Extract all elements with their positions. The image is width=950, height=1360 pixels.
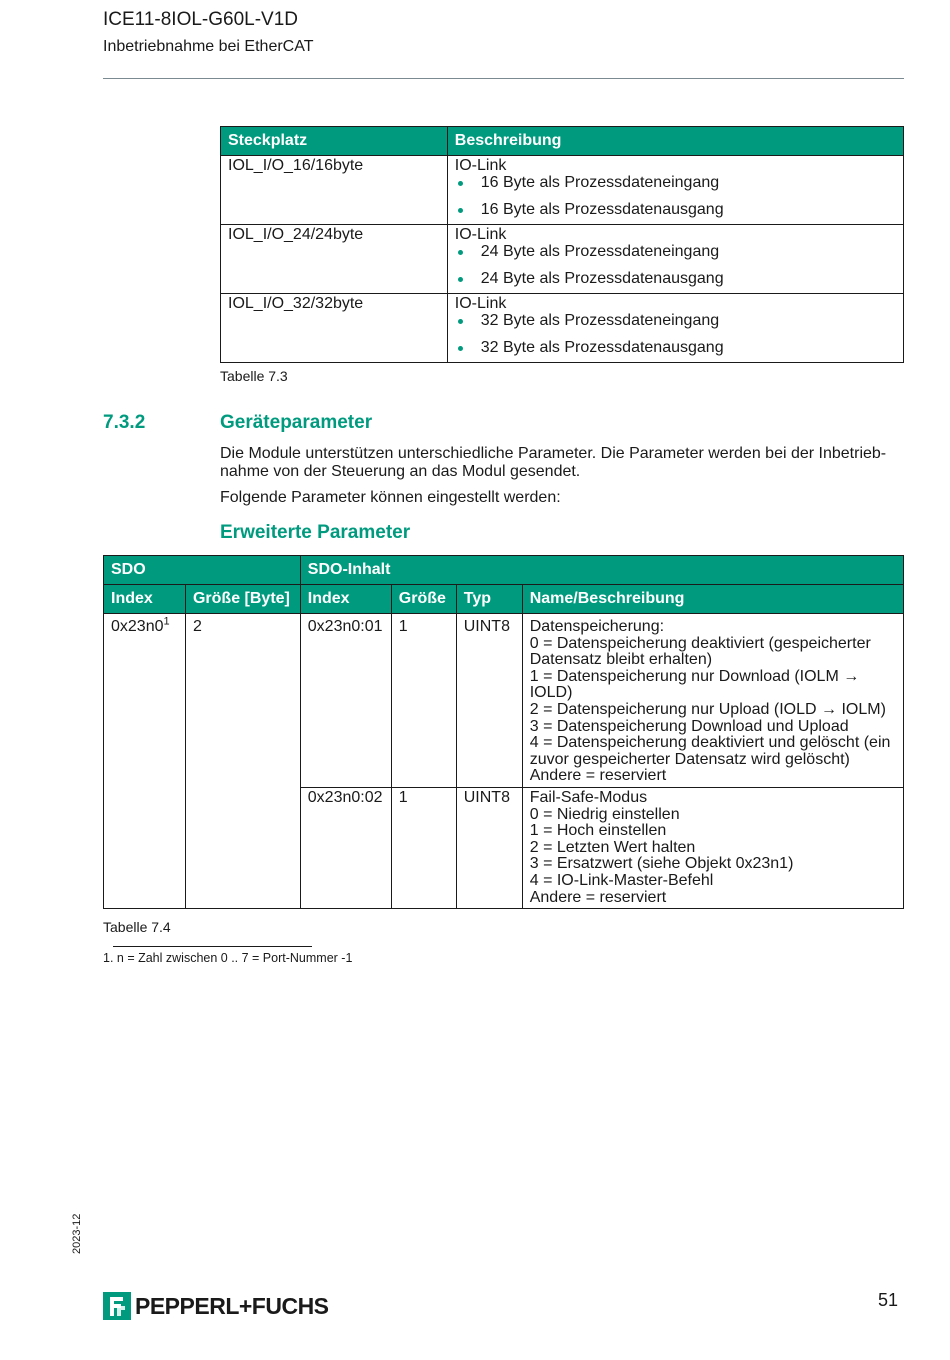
table-row xyxy=(104,614,904,788)
publication-date: 2023-12 xyxy=(71,1213,83,1254)
list-item xyxy=(455,175,896,192)
column-header-subindex: Index xyxy=(300,585,391,614)
intro-paragraph xyxy=(220,445,904,481)
list-item-text: 32 Byte als Prozessdatenausgang xyxy=(480,338,724,356)
sdo-size: 2 xyxy=(185,614,300,909)
slot-description xyxy=(447,156,903,225)
description-line: Fail-Safe-Modus xyxy=(529,788,648,806)
description-line: 2 = Datenspeicherung nur Upload (IOLD → IOLM) xyxy=(529,700,886,718)
slot-name: IOL_I/O_32/32byte xyxy=(221,294,448,363)
bullet-list xyxy=(455,244,896,288)
description-line: IOLD) xyxy=(529,684,573,702)
paragraph-line: Die Module unterstützen unterschiedliche Parameter. Die Parameter werden bei der Inbetrieb- xyxy=(220,445,887,462)
list-item xyxy=(455,202,896,219)
type: UINT8 xyxy=(456,614,522,788)
slot-description xyxy=(447,225,903,294)
pepperl-fuchs-logo-icon xyxy=(103,1292,131,1320)
description-head: IO-Link xyxy=(454,226,507,243)
slot-description xyxy=(447,294,903,363)
bullet-icon xyxy=(458,346,463,351)
table-caption: Tabelle 7.4 xyxy=(103,919,171,935)
subheading: Erweiterte Parameter xyxy=(220,522,411,543)
list-item-text: 16 Byte als Prozessdatenausgang xyxy=(480,200,724,218)
column-header-description: Name/Beschreibung xyxy=(522,585,903,614)
sdo-index: 0x23n0 xyxy=(111,618,164,635)
paragraph: Folgende Parameter können eingestellt werden: xyxy=(220,489,561,506)
list-item-text: 24 Byte als Prozessdateneingang xyxy=(480,242,720,260)
page-number: 51 xyxy=(878,1290,899,1310)
brand-logo xyxy=(103,1292,329,1320)
description-head: IO-Link xyxy=(454,157,507,174)
type: UINT8 xyxy=(456,787,522,908)
group-header-sdo: SDO xyxy=(104,556,301,585)
bullet-list xyxy=(455,175,896,219)
slot-table xyxy=(220,126,904,363)
description-line: 3 = Datenspeicherung Download und Upload xyxy=(529,717,849,735)
description-line: 0 = Niedrig einstellen xyxy=(529,805,680,823)
description-line: 4 = Datenspeicherung deaktiviert und gelöscht (ein xyxy=(529,734,891,752)
brand-name: PEPPERL+FUCHS xyxy=(135,1292,329,1319)
description-line: 4 = IO-Link-Master-Befehl xyxy=(529,871,714,889)
table-row xyxy=(221,294,904,363)
parameter-table xyxy=(103,555,904,909)
subindex: 0x23n0:02 xyxy=(300,787,391,908)
list-item xyxy=(455,244,896,261)
group-header-row xyxy=(104,556,904,585)
description-line: Datensatz bleibt erhalten) xyxy=(529,651,713,669)
bullet-icon xyxy=(458,208,463,213)
table-row xyxy=(221,156,904,225)
section-title: Geräteparameter xyxy=(220,412,373,433)
list-item xyxy=(455,340,896,357)
slot-name: IOL_I/O_24/24byte xyxy=(221,225,448,294)
footnote-divider xyxy=(113,946,312,947)
group-header-sdo-inhalt: SDO-Inhalt xyxy=(300,556,903,585)
description-line: 1 = Hoch einstellen xyxy=(529,822,667,840)
bullet-icon xyxy=(458,250,463,255)
header-divider xyxy=(103,78,904,79)
bullet-list xyxy=(455,313,896,357)
description-line: zuvor gespeicherter Datensatz wird gelöscht) xyxy=(529,750,850,768)
description-line: 0 = Datenspeicherung deaktiviert (gespeicherter xyxy=(529,634,871,652)
size: 1 xyxy=(391,614,456,788)
subindex: 0x23n0:01 xyxy=(300,614,391,788)
bullet-icon xyxy=(458,277,463,282)
column-header-row xyxy=(104,585,904,614)
slot-table-header xyxy=(221,127,904,156)
description-line: Datenspeicherung: xyxy=(529,618,665,635)
description-line: Andere = reserviert xyxy=(529,767,667,785)
sdo-index-cell xyxy=(104,614,186,909)
list-item-text: 16 Byte als Prozessdateneingang xyxy=(480,173,720,191)
document-title: ICE11-8IOL-G60L-V1D xyxy=(103,9,299,30)
table-row xyxy=(221,225,904,294)
column-header-size: Größe xyxy=(391,585,456,614)
bullet-icon xyxy=(458,319,463,324)
list-item-text: 32 Byte als Prozessdateneingang xyxy=(480,311,720,329)
column-header-size-byte: Größe [Byte] xyxy=(185,585,300,614)
description-line: Andere = reserviert xyxy=(529,888,667,906)
paragraph-line: nahme von der Steuerung an das Modul gesendet. xyxy=(220,463,581,480)
footnote: 1. n = Zahl zwischen 0 .. 7 = Port-Nummer -1 xyxy=(103,951,353,965)
list-item xyxy=(455,271,896,288)
footnote-ref: 1 xyxy=(163,615,170,628)
slot-name: IOL_I/O_16/16byte xyxy=(221,156,448,225)
list-item-text: 24 Byte als Prozessdatenausgang xyxy=(480,269,724,287)
parameter-description xyxy=(522,614,903,788)
column-header-beschreibung: Beschreibung xyxy=(447,127,903,156)
description-line: 2 = Letzten Wert halten xyxy=(529,838,696,856)
column-header-steckplatz: Steckplatz xyxy=(221,127,448,156)
description-head: IO-Link xyxy=(454,295,507,312)
description-line: 1 = Datenspeicherung nur Download (IOLM → xyxy=(529,667,860,685)
column-header-index: Index xyxy=(104,585,186,614)
section-number: 7.3.2 xyxy=(103,412,146,433)
table-caption: Tabelle 7.3 xyxy=(220,368,288,384)
chapter-title: Inbetriebnahme bei EtherCAT xyxy=(103,38,314,55)
bullet-icon xyxy=(458,181,463,186)
parameter-description xyxy=(522,787,903,908)
size: 1 xyxy=(391,787,456,908)
list-item xyxy=(455,313,896,330)
description-line: 3 = Ersatzwert (siehe Objekt 0x23n1) xyxy=(529,855,794,873)
column-header-type: Typ xyxy=(456,585,522,614)
